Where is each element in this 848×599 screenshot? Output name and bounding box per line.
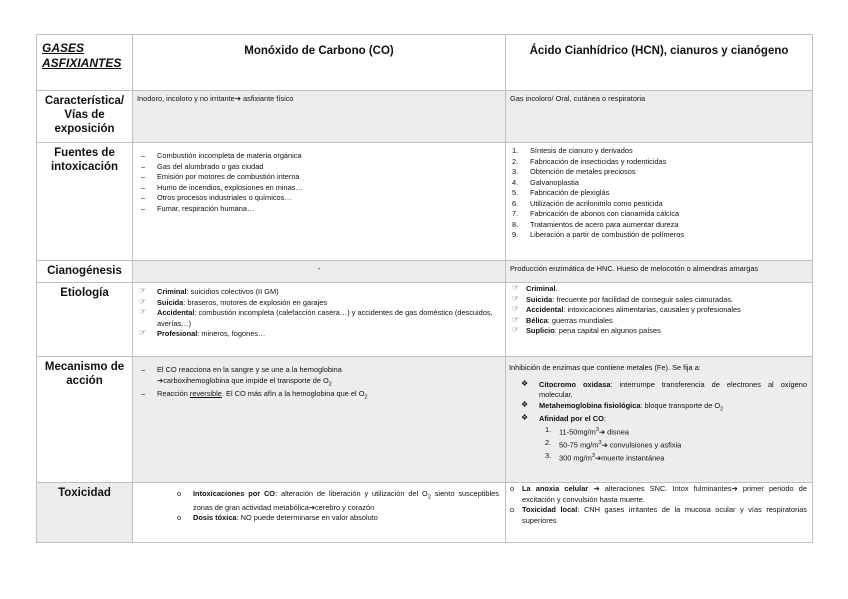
list-item — [133, 308, 505, 329]
pointing-hand-icon: ☞ — [512, 314, 520, 324]
item-text: Galvanoplastia — [530, 177, 579, 187]
item-text: Utilización de acrilonitrilo como pesticida — [530, 198, 663, 208]
row-toxicidad — [37, 483, 813, 543]
item-text: Obtención de metales preciosos — [530, 167, 636, 176]
hcn-mechanism-list — [509, 380, 807, 425]
list-item — [506, 284, 812, 295]
list-item — [506, 220, 812, 231]
item-text: Síntesis de cianuro y derivados — [530, 146, 633, 155]
row-etiologia — [37, 283, 813, 357]
list-item — [506, 199, 812, 210]
superscript: 3 — [595, 426, 599, 433]
item-bold: Accidental — [526, 305, 564, 314]
co-sources-list — [133, 151, 505, 214]
list-item — [506, 484, 807, 505]
item-text: : mineros, fogones… — [197, 329, 266, 338]
circle-bullet-icon: o — [177, 489, 182, 498]
item-number: 5. — [512, 188, 519, 197]
list-item — [506, 188, 812, 199]
header-gases-label: GASES ASFIXIANTES — [42, 41, 122, 70]
list-item: – Humo de incendios, explosiones en minas… — [133, 183, 505, 194]
list-item — [506, 326, 812, 337]
list-item — [509, 438, 807, 451]
pointing-hand-icon: ☞ — [139, 286, 147, 295]
item-text: Tratamientos de acero para aumentar dureza — [530, 219, 679, 229]
item-number: 7. — [512, 209, 519, 218]
list-item — [509, 451, 807, 464]
pointing-hand-icon: ☞ — [139, 296, 147, 306]
cell-hcn-caracteristica: Gas incoloro/ Oral, cutánea o respiratoria — [506, 91, 813, 143]
item-bold: Suicida — [157, 297, 184, 307]
row-label-mecanismo: Mecanismo de acción — [37, 357, 133, 483]
circle-bullet-icon: o — [177, 513, 182, 523]
item-text: Reacción — [157, 389, 190, 399]
cell-hcn-mecanismo — [506, 357, 813, 483]
hcn-sources-list — [506, 146, 812, 241]
item-bold: Toxicidad local — [522, 505, 578, 514]
item-text: : interrumpe transferencia de electrones al oxígeno molecular. — [539, 379, 807, 399]
list-item — [133, 365, 501, 389]
subscript: 2 — [364, 394, 368, 401]
subscript: 2 — [328, 380, 332, 387]
pointing-hand-icon: ☞ — [512, 304, 520, 313]
list-item — [509, 425, 807, 438]
list-item — [133, 329, 505, 340]
item-bold: Bélica — [526, 315, 548, 325]
subscript: 2 — [427, 494, 431, 501]
pointing-hand-icon: ☞ — [139, 307, 147, 316]
cell-co-mecanismo — [133, 357, 506, 483]
item-number: 3. — [512, 167, 519, 176]
row-label-etiologia: Etiología — [37, 283, 133, 357]
item-text: : guerras mundiales — [547, 315, 613, 325]
cell-hcn-cianogenesis: Producción enzimática de HNC. Hueso de melocotón o almendras amargas — [506, 261, 813, 283]
subscript: 2 — [720, 405, 724, 412]
item-text: : suicidios colectivos (II GM) — [186, 287, 279, 296]
item-text: : combustión incompleta (calefacción casera…) y accidentes de gas doméstico (descuidos, averías…) — [157, 308, 493, 328]
item-bold: Afinidad por el CO — [539, 414, 604, 424]
item-text: : — [603, 414, 606, 424]
pointing-hand-icon: ☞ — [512, 325, 520, 334]
item-bold: Criminal — [157, 287, 187, 296]
item-number: 1. — [512, 146, 519, 155]
cell-hcn-toxicidad — [506, 483, 813, 543]
co-etiology-list — [133, 287, 505, 340]
item-text: El CO reacciona en la sangre y se une a la hemoglobina — [157, 365, 342, 374]
item-text: siento susceptibles zonas de gran actividad metabólica➔cerebro y corazón — [193, 489, 499, 512]
item-number: 2. — [512, 156, 519, 166]
diamond-bullet-icon: ❖ — [521, 413, 529, 423]
list-item: – Fumar, respiración humana… — [133, 204, 505, 215]
row-label-cianogenesis: Cianogénesis — [37, 261, 133, 283]
item-number: 2. — [545, 437, 552, 447]
header-hcn-label: Ácido Cianhídrico (HCN), cianuros y cianógeno — [529, 45, 789, 57]
item-text: ➔ convulsiones y asfixia — [601, 440, 682, 450]
list-item: – Gas del alumbrado o gas ciudad — [133, 162, 505, 173]
list-item — [506, 209, 812, 220]
item-text: Fabricación de insecticidas y rodenticidas — [530, 156, 667, 166]
item-text: . El CO más afín a la hemoglobina que el O — [221, 389, 365, 399]
list-item — [506, 146, 812, 157]
item-text: : NO puede determinarse en valor absoluto — [236, 513, 378, 523]
item-text: 11-50mg/m — [559, 427, 596, 437]
item-bold: Accidental — [157, 308, 195, 317]
cell-co-toxicidad — [133, 483, 506, 543]
circle-bullet-icon: o — [510, 505, 515, 514]
pointing-hand-icon: ☞ — [512, 283, 520, 292]
list-item — [509, 414, 807, 425]
row-label-fuentes: Fuentes de intoxicación — [37, 143, 133, 261]
list-item — [133, 298, 505, 309]
row-mecanismo — [37, 357, 813, 483]
hcn-etiology-list — [506, 284, 812, 337]
cell-co-etiologia — [133, 283, 506, 357]
list-item — [506, 178, 812, 189]
item-number: 3. — [545, 450, 552, 460]
circle-bullet-icon: o — [510, 484, 515, 493]
item-text: Liberación a partir de combustión de polímeros — [530, 230, 685, 239]
diamond-bullet-icon: ❖ — [521, 399, 529, 409]
row-cianogenesis — [37, 261, 813, 283]
co-toxicity-list — [133, 489, 499, 524]
item-underlined: reversible — [189, 389, 222, 399]
item-text: . — [555, 284, 558, 293]
header-hcn — [506, 35, 813, 91]
row-caracteristica — [37, 91, 813, 143]
row-label-caracteristica: Característica/ Vías de exposición — [37, 91, 133, 143]
item-bold: Criminal — [526, 284, 556, 293]
superscript: 3 — [598, 439, 602, 446]
item-text: : bloque transporte de O — [640, 400, 721, 410]
co-mechanism-list — [133, 365, 501, 403]
item-text: Fabricación de plexiglás — [530, 188, 610, 197]
item-text: : pena capital en algunos países — [554, 326, 661, 335]
list-item — [506, 167, 812, 178]
list-item — [506, 295, 812, 306]
item-text: 50-75 mg/m — [559, 440, 599, 450]
list-item: – Otros procesos industriales o químicos… — [133, 193, 505, 204]
item-text: ➔ disnea — [598, 427, 629, 437]
item-bold: Metahemoglobina fisiológica — [539, 400, 641, 410]
item-text: : alteración de liberación y utilización del O — [275, 489, 428, 498]
diamond-bullet-icon: ❖ — [521, 378, 529, 388]
list-item — [133, 389, 501, 403]
list-item: – Combustión incompleta de materia orgánica — [133, 151, 505, 162]
list-item — [509, 401, 807, 415]
pointing-hand-icon: ☞ — [512, 293, 520, 303]
superscript: 3 — [591, 452, 595, 459]
item-text: ➔ alteraciones SNC. Intox fulminantes➔ primer periodo de excitación y convulsión hasta muerte. — [522, 484, 807, 504]
row-label-toxicidad: Toxicidad — [37, 483, 133, 543]
item-bold: Profesional — [157, 329, 198, 338]
item-bold: Intoxicaciones por CO — [193, 489, 276, 498]
item-bold: Suicida — [526, 294, 553, 304]
co-affinity-list — [509, 425, 807, 464]
item-number: 1. — [545, 424, 552, 434]
item-bold: Dosis tóxica — [193, 513, 237, 523]
header-row — [37, 35, 813, 91]
cell-co-caracteristica: Inodoro, incoloro y no irritante➔ asfixiante físico — [133, 91, 506, 143]
item-bold: Citocromo oxidasa — [539, 379, 611, 389]
list-item — [133, 513, 499, 524]
row-fuentes — [37, 143, 813, 261]
item-number: 4. — [512, 177, 519, 187]
list-item — [133, 489, 499, 513]
item-text: : intoxicaciones alimentarias, causales y profesionales — [563, 305, 741, 314]
list-item — [509, 380, 807, 401]
item-text: ➔muerte instantánea — [594, 453, 665, 463]
list-item — [506, 305, 812, 316]
pointing-hand-icon: ☞ — [139, 328, 147, 337]
item-bold: La anoxia celular — [522, 484, 589, 493]
item-text: Fabricación de abonos con cianamida cálcica — [530, 209, 680, 218]
list-item — [506, 157, 812, 168]
list-item — [506, 230, 812, 241]
cell-hcn-fuentes — [506, 143, 813, 261]
list-item — [506, 505, 807, 526]
item-text: : CNH gases irritantes de la mucosa ocular y vías respiratorias superiores — [522, 505, 807, 525]
list-item: – Emisión por motores de combustión interna — [133, 172, 505, 183]
item-text: ➔carboxihemoglobina que impide el transporte de O — [157, 375, 329, 385]
item-number: 8. — [512, 219, 519, 229]
cell-co-cianogenesis: - — [133, 261, 506, 283]
list-item — [506, 316, 812, 327]
item-number: 6. — [512, 198, 519, 208]
header-gases-asfixiantes — [37, 35, 133, 91]
list-item — [133, 287, 505, 298]
cell-co-fuentes — [133, 143, 506, 261]
header-co — [133, 35, 506, 91]
item-bold: Suplicio — [526, 326, 555, 335]
asphyxiant-gases-table — [36, 34, 813, 543]
item-text: 300 mg/m — [559, 453, 592, 463]
item-text: : braseros, motores de explosión en garajes — [183, 297, 328, 307]
item-text: : frecuente por facilidad de conseguir sales cianuradas. — [552, 294, 734, 304]
hcn-mechanism-intro: Inhibición de enzimas que contiene metales (Fe). Se fija a: — [509, 363, 701, 372]
cell-hcn-etiologia — [506, 283, 813, 357]
hcn-toxicity-list — [506, 484, 807, 526]
item-number: 9. — [512, 230, 519, 239]
header-co-label: Monóxido de Carbono (CO) — [244, 45, 394, 57]
